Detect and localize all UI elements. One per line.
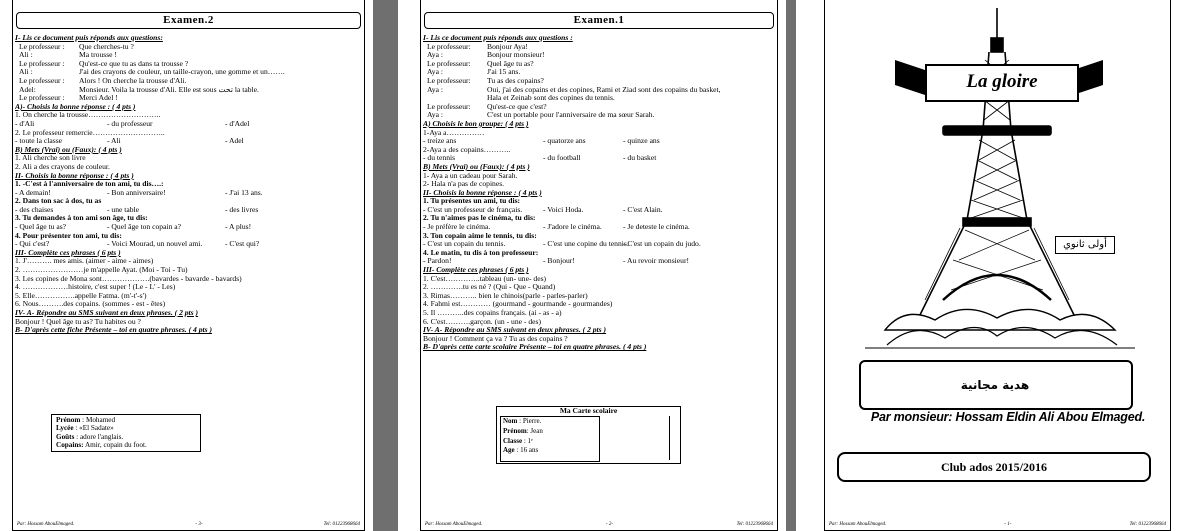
option: - du professeur bbox=[107, 119, 153, 128]
options-line bbox=[423, 240, 775, 249]
document-page-2 bbox=[398, 0, 786, 531]
dialogue-line bbox=[15, 77, 362, 86]
section-heading bbox=[423, 343, 775, 352]
dialogue-line bbox=[423, 68, 775, 77]
field-value: : 1ᵉ bbox=[522, 436, 533, 445]
option: - du basket bbox=[623, 154, 657, 163]
option: - Ali bbox=[107, 137, 121, 146]
field-label: Lycée bbox=[56, 424, 74, 433]
section-heading-text: IV- A- Répondre au SMS suivant en deux phrases. ( 2 pts ) bbox=[423, 326, 607, 335]
text-line bbox=[15, 275, 362, 284]
card-field bbox=[503, 446, 599, 456]
option: - quinze ans bbox=[623, 137, 660, 146]
text-line bbox=[423, 292, 775, 301]
level-label: أولى ثانوي bbox=[1055, 236, 1115, 254]
line-text: 2. Le professeur remercie……………………….. bbox=[15, 128, 165, 137]
option: - Je préfère le cinéma. bbox=[423, 223, 491, 232]
section-heading-text: B) Mets (Vrai) ou (Faux): ( 4 pts ) bbox=[423, 162, 530, 171]
section-heading bbox=[15, 34, 362, 43]
question bbox=[15, 214, 362, 223]
option: - J'ai 13 ans. bbox=[225, 188, 263, 197]
dialogue-text: C'est un portable pour l'anniversaire de ma sœur Sarah. bbox=[487, 111, 655, 120]
options-line bbox=[15, 120, 362, 129]
footer-page-number: - 3- bbox=[195, 522, 203, 527]
eiffel-tower-illustration bbox=[825, 0, 1172, 380]
line-text: 6. Nous……….des copains. (sommes - est - êtes) bbox=[15, 300, 166, 309]
options-line bbox=[15, 240, 362, 249]
text-line bbox=[15, 154, 362, 163]
line-text: 2. Ali a des crayons de couleur. bbox=[15, 162, 110, 171]
speaker: Le professeur : bbox=[19, 76, 65, 85]
question bbox=[15, 232, 362, 241]
school-card-fields bbox=[500, 416, 600, 462]
option: - C'est un copain du tennis. bbox=[423, 240, 506, 249]
card-field bbox=[56, 441, 196, 449]
dialogue-line bbox=[423, 43, 775, 52]
dialogue-text: J'ai 15 ans. bbox=[487, 68, 521, 77]
exam-title: Examen.2 bbox=[16, 12, 361, 29]
page-footer bbox=[829, 522, 1166, 527]
dialogue-line bbox=[423, 51, 775, 60]
text-line bbox=[15, 300, 362, 309]
option: - A demain! bbox=[15, 188, 51, 197]
option: - C'est un professeur de français. bbox=[423, 205, 523, 214]
card-divider bbox=[669, 416, 678, 460]
section-heading bbox=[15, 309, 362, 318]
option: - des livres bbox=[225, 205, 259, 214]
speaker: Aya : bbox=[427, 85, 443, 94]
section-heading bbox=[423, 326, 775, 335]
section-heading-text: III- Complète ces phrases ( 6 pts ) bbox=[423, 266, 529, 275]
speaker: Aya : bbox=[427, 51, 443, 60]
section-heading bbox=[423, 34, 775, 43]
text-line bbox=[423, 180, 775, 189]
dialogue-line bbox=[423, 86, 775, 95]
dialogue-text: Merci Adel ! bbox=[79, 94, 118, 103]
dialogue-text: Hala et Zeinab sont des copines du tennis. bbox=[487, 94, 615, 103]
section-heading-text: B- D'après cette fiche Présente – toi en quatre phrases. ( 4 pts ) bbox=[15, 326, 212, 335]
options-line bbox=[423, 206, 775, 215]
dialogue-text: Quel âge tu as? bbox=[487, 59, 534, 68]
school-card-title: Ma Carte scolaire bbox=[559, 406, 618, 415]
footer-author: Par: Hossam AbouElmaged. bbox=[17, 522, 75, 527]
speaker: Aya : bbox=[427, 68, 443, 77]
option: - d'Ali bbox=[15, 119, 35, 128]
dialogue-line bbox=[423, 111, 775, 120]
field-value: : «El Sadate» bbox=[73, 424, 114, 433]
text-line bbox=[423, 146, 775, 155]
option: - du football bbox=[543, 154, 581, 163]
option: - Qui c'est? bbox=[15, 240, 50, 249]
line-text: 1. On cherche la trousse……………………….. bbox=[15, 111, 161, 120]
footer-author: Par: Hossam AbouElmaged. bbox=[425, 522, 483, 527]
card-field bbox=[503, 427, 599, 437]
free-gift-text: هدية مجانية bbox=[960, 378, 1030, 392]
dialogue-text: Qu'est-ce que tu as dans ta trousse ? bbox=[79, 59, 189, 68]
question bbox=[15, 180, 362, 189]
dialogue-line bbox=[423, 103, 775, 112]
option: - Au revoir monsieur! bbox=[623, 257, 690, 266]
dialogue-line bbox=[15, 94, 362, 103]
speaker: Ali : bbox=[19, 51, 33, 60]
text-line bbox=[15, 318, 362, 327]
page-footer bbox=[17, 522, 360, 527]
text-line bbox=[423, 300, 775, 309]
question-text: 2. Tu n'aimes pas le cinéma, tu dis: bbox=[423, 214, 536, 223]
footer-phone: Tel: 01223968664 bbox=[323, 522, 360, 527]
options-line bbox=[15, 223, 362, 232]
question-text: 3. Tu demandes à ton ami son âge, tu dis: bbox=[15, 214, 148, 223]
card-field bbox=[56, 424, 196, 432]
line-text: 2. ……………………je m'appelle Ayat. (Moi - Toi - Tu) bbox=[15, 266, 188, 275]
dialogue-text: Que cherches-tu ? bbox=[79, 42, 134, 51]
line-text: Bonjour ! Quel âge tu as? Tu habites ou ? bbox=[15, 317, 141, 326]
line-text: Bonjour ! Comment ça va ? Tu as des copains ? bbox=[423, 334, 568, 343]
text-line bbox=[15, 257, 362, 266]
line-text: 1-Aya a…………… bbox=[423, 128, 485, 137]
dialogue-text: Oui, j'ai des copains et des copines, Rami et Ziad sont des copains du basket, bbox=[487, 85, 721, 94]
option: - Voici Hoda. bbox=[543, 205, 584, 214]
option: - du tennis bbox=[423, 154, 456, 163]
section-heading-text: III- Complète ces phrases ( 6 pts ) bbox=[15, 248, 121, 257]
dialogue-line bbox=[15, 43, 362, 52]
section-heading bbox=[423, 120, 775, 129]
question bbox=[423, 214, 775, 223]
section-heading-text: A)- Choisis la bonne réponse : ( 4 pts ) bbox=[15, 102, 136, 111]
dialogue-line bbox=[15, 51, 362, 60]
cover-page bbox=[796, 0, 1179, 531]
exam-content bbox=[423, 34, 775, 352]
option: - Voici Mourad, un nouvel ami. bbox=[107, 240, 203, 249]
text-line bbox=[423, 309, 775, 318]
question-text: 1. -C'est à l'anniversaire de ton ami, tu dis….: bbox=[15, 180, 164, 189]
section-heading bbox=[423, 163, 775, 172]
speaker: Le professeur: bbox=[427, 42, 471, 51]
option: - C'est Alain. bbox=[623, 205, 663, 214]
speaker: Le professeur: bbox=[427, 76, 471, 85]
dialogue-text: Alors ! On cherche la trousse d'Ali. bbox=[79, 76, 187, 85]
option: - Quel âge ton copain a? bbox=[107, 223, 182, 232]
section-heading-text: B- D'après cette carte scolaire Présente – toi en quatre phrases. ( 4 pts ) bbox=[423, 343, 647, 352]
line-text: 3. Rimas……….. bien le chinois(parle - parles-parler) bbox=[423, 291, 588, 300]
section-heading bbox=[423, 266, 775, 275]
line-text: 3. Les copines de Mona sont……………….(bavardes - bavarde - bavards) bbox=[15, 274, 242, 283]
dialogue-line bbox=[423, 77, 775, 86]
text-line bbox=[15, 283, 362, 292]
option: - C'est un copain du judo. bbox=[623, 240, 701, 249]
question bbox=[423, 249, 775, 258]
field-label: Age bbox=[503, 446, 515, 455]
dialogue-text: Tu as des copains? bbox=[487, 76, 544, 85]
dialogue-text: Bonjour Aya! bbox=[487, 42, 528, 51]
question bbox=[15, 197, 362, 206]
section-heading bbox=[15, 103, 362, 112]
text-line bbox=[15, 266, 362, 275]
option: - d'Adel bbox=[225, 119, 250, 128]
option: - Adel bbox=[225, 137, 244, 146]
field-label: Classe bbox=[503, 436, 523, 445]
speaker: Le professeur: bbox=[427, 59, 471, 68]
line-text: 5. Il ………..des copains français. (ai - as - a) bbox=[423, 309, 562, 317]
line-text: 1- Aya a un cadeau pour Sarah. bbox=[423, 171, 518, 180]
line-text: 2. ………….tu es né ? (Qui - Que - Quand) bbox=[423, 283, 556, 292]
option: - Je deteste le cinéma. bbox=[623, 223, 690, 232]
option: - C'est une copine du tennis. bbox=[543, 240, 629, 249]
page-footer bbox=[425, 522, 773, 527]
exam-content bbox=[15, 34, 362, 335]
dialogue-line bbox=[423, 94, 775, 103]
options-line bbox=[423, 257, 775, 266]
speaker: Adel: bbox=[19, 85, 36, 94]
line-text: 2-Aya a des copains……….. bbox=[423, 145, 511, 154]
exam-title: Examen.1 bbox=[424, 12, 774, 29]
options-line bbox=[423, 137, 775, 146]
question-text: 4. Pour présenter ton ami, tu dis: bbox=[15, 231, 122, 240]
dialogue-line bbox=[15, 86, 362, 95]
dialogue-line bbox=[15, 68, 362, 77]
question bbox=[423, 197, 775, 206]
question-text: 3. Ton copain aime le tennis, tu dis: bbox=[423, 231, 537, 240]
footer-page-number: - 2- bbox=[605, 522, 613, 527]
card-field bbox=[503, 417, 599, 427]
question-text: 4. Le matin, tu dis à ton professeur: bbox=[423, 248, 539, 257]
cover-title: La gloire bbox=[925, 64, 1079, 102]
section-heading bbox=[423, 189, 775, 198]
section-heading-text: II- Choisis la bonne réponse : ( 4 pts ) bbox=[423, 188, 542, 197]
field-value: : Mohamed bbox=[80, 416, 116, 424]
field-label: Copains: bbox=[56, 441, 84, 450]
option: - toute la classe bbox=[15, 137, 63, 146]
field-value: Amir, copain du foot. bbox=[83, 441, 147, 450]
option: - C'est qui? bbox=[225, 240, 260, 249]
option: - Bonjour! bbox=[543, 257, 575, 266]
text-line bbox=[423, 318, 775, 327]
option: - quatorze ans bbox=[543, 137, 586, 146]
line-text: 4. ………………histoire, c'est super ! (Le - L' - Les) bbox=[15, 283, 176, 292]
field-label: Goûts bbox=[56, 432, 75, 441]
author-line: Par monsieur: Hossam Eldin Ali Abou Elmaged. bbox=[870, 410, 1146, 424]
footer-author: Par: Hossam AbouElmaged. bbox=[829, 522, 887, 527]
option: - des chaises bbox=[15, 205, 54, 214]
school-card bbox=[496, 406, 681, 464]
field-label: Prénom bbox=[503, 426, 527, 435]
footer-phone: Tel: 01223968664 bbox=[1129, 522, 1166, 527]
option: - Pardon! bbox=[423, 257, 452, 266]
text-line bbox=[423, 283, 775, 292]
line-text: 1. Ali cherche son livre bbox=[15, 154, 86, 163]
dialogue-text: Ma trousse ! bbox=[79, 51, 117, 60]
field-value: : 16 ans bbox=[514, 446, 539, 455]
speaker: Ali : bbox=[19, 68, 33, 77]
speaker: Aya : bbox=[427, 111, 443, 120]
info-card bbox=[51, 414, 201, 452]
document-page-3 bbox=[0, 0, 373, 531]
speaker: Le professeur : bbox=[19, 94, 65, 103]
text-line bbox=[423, 275, 775, 284]
speaker: Le professeur: bbox=[427, 102, 471, 111]
section-heading-text: I- Lis ce document puis réponds aux questions : bbox=[423, 34, 573, 42]
text-line bbox=[15, 292, 362, 301]
section-heading-text: II- Choisis la bonne réponse : ( 4 pts ) bbox=[15, 171, 134, 180]
speaker: Le professeur : bbox=[19, 42, 65, 51]
field-label: Nom bbox=[503, 417, 518, 425]
field-value: : adore l'anglais. bbox=[74, 432, 124, 441]
line-text: 1. C'est…………..tableau (un- une- des) bbox=[423, 274, 547, 283]
options-line bbox=[15, 206, 362, 215]
options-line bbox=[15, 137, 362, 146]
card-field bbox=[56, 416, 196, 424]
dialogue-line bbox=[15, 60, 362, 69]
option: - Bon anniversaire! bbox=[107, 188, 166, 197]
text-line bbox=[15, 111, 362, 120]
section-heading bbox=[15, 146, 362, 155]
section-heading bbox=[15, 172, 362, 181]
section-heading-text: A) Choisis le bon groupe: ( 4 pts ) bbox=[423, 119, 529, 128]
option: - Quel âge tu as? bbox=[15, 223, 67, 232]
field-value: : Pierre. bbox=[517, 417, 542, 425]
text-line bbox=[15, 163, 362, 172]
text-line bbox=[15, 129, 362, 138]
text-line bbox=[423, 172, 775, 181]
line-text: 4. Fahmi est………… (gourmand - gourmande - gourmandes) bbox=[423, 300, 613, 309]
card-field bbox=[56, 433, 196, 441]
line-text: 1. J'………. mes amis. (aimer - aime - aimes) bbox=[15, 257, 154, 266]
field-label: Prénom bbox=[56, 416, 81, 424]
section-heading-text: IV- A- Répondre au SMS suivant en deux phrases. ( 2 pts ) bbox=[15, 309, 199, 317]
dialogue-text: J'ai des crayons de couleur, un taille-crayon, une gomme et un……. bbox=[79, 68, 285, 77]
option: - A plus! bbox=[225, 223, 252, 232]
option: - treize ans bbox=[423, 137, 457, 146]
section-heading bbox=[15, 326, 362, 335]
options-line bbox=[423, 154, 775, 163]
footer-phone: Tel: 01223968664 bbox=[736, 522, 773, 527]
dialogue-text: Monsieur. Voila la trousse d'Ali. Elle est sous تحت la table. bbox=[79, 85, 259, 94]
line-text: 2- Hala n'a pas de copines. bbox=[423, 180, 505, 189]
field-value: : Jean bbox=[526, 426, 543, 435]
option: - J'adore le cinéma. bbox=[543, 223, 602, 232]
card-field bbox=[503, 437, 599, 447]
line-text: 5. Elle…………….appelle Fatma. (m'-t'-s') bbox=[15, 291, 147, 300]
section-heading-text: I- Lis ce document puis réponds aux questions: bbox=[15, 34, 163, 42]
dialogue-text: Bonjour monsieur! bbox=[487, 51, 545, 60]
section-heading bbox=[15, 249, 362, 258]
option: - une table bbox=[107, 205, 140, 214]
text-line bbox=[423, 335, 775, 344]
question-text: 1. Tu présentes un ami, tu dis: bbox=[423, 197, 521, 206]
dialogue-text: Qu'est-ce que c'est? bbox=[487, 102, 547, 111]
section-heading-text: B) Mets (Vrai) ou (Faux): ( 4 pts ) bbox=[15, 145, 122, 154]
question-text: 2. Dans ton sac à dos, tu as bbox=[15, 197, 102, 206]
footer-page-number: - 1- bbox=[1004, 522, 1012, 527]
club-label: Club ados 2015/2016 bbox=[837, 452, 1151, 482]
options-line bbox=[423, 223, 775, 232]
question bbox=[423, 232, 775, 241]
speaker: Le professeur : bbox=[19, 59, 65, 68]
line-text: 6. C'est……….garçon. (un - une - des) bbox=[423, 317, 541, 326]
text-line bbox=[423, 129, 775, 138]
options-line bbox=[15, 189, 362, 198]
dialogue-line bbox=[423, 60, 775, 69]
